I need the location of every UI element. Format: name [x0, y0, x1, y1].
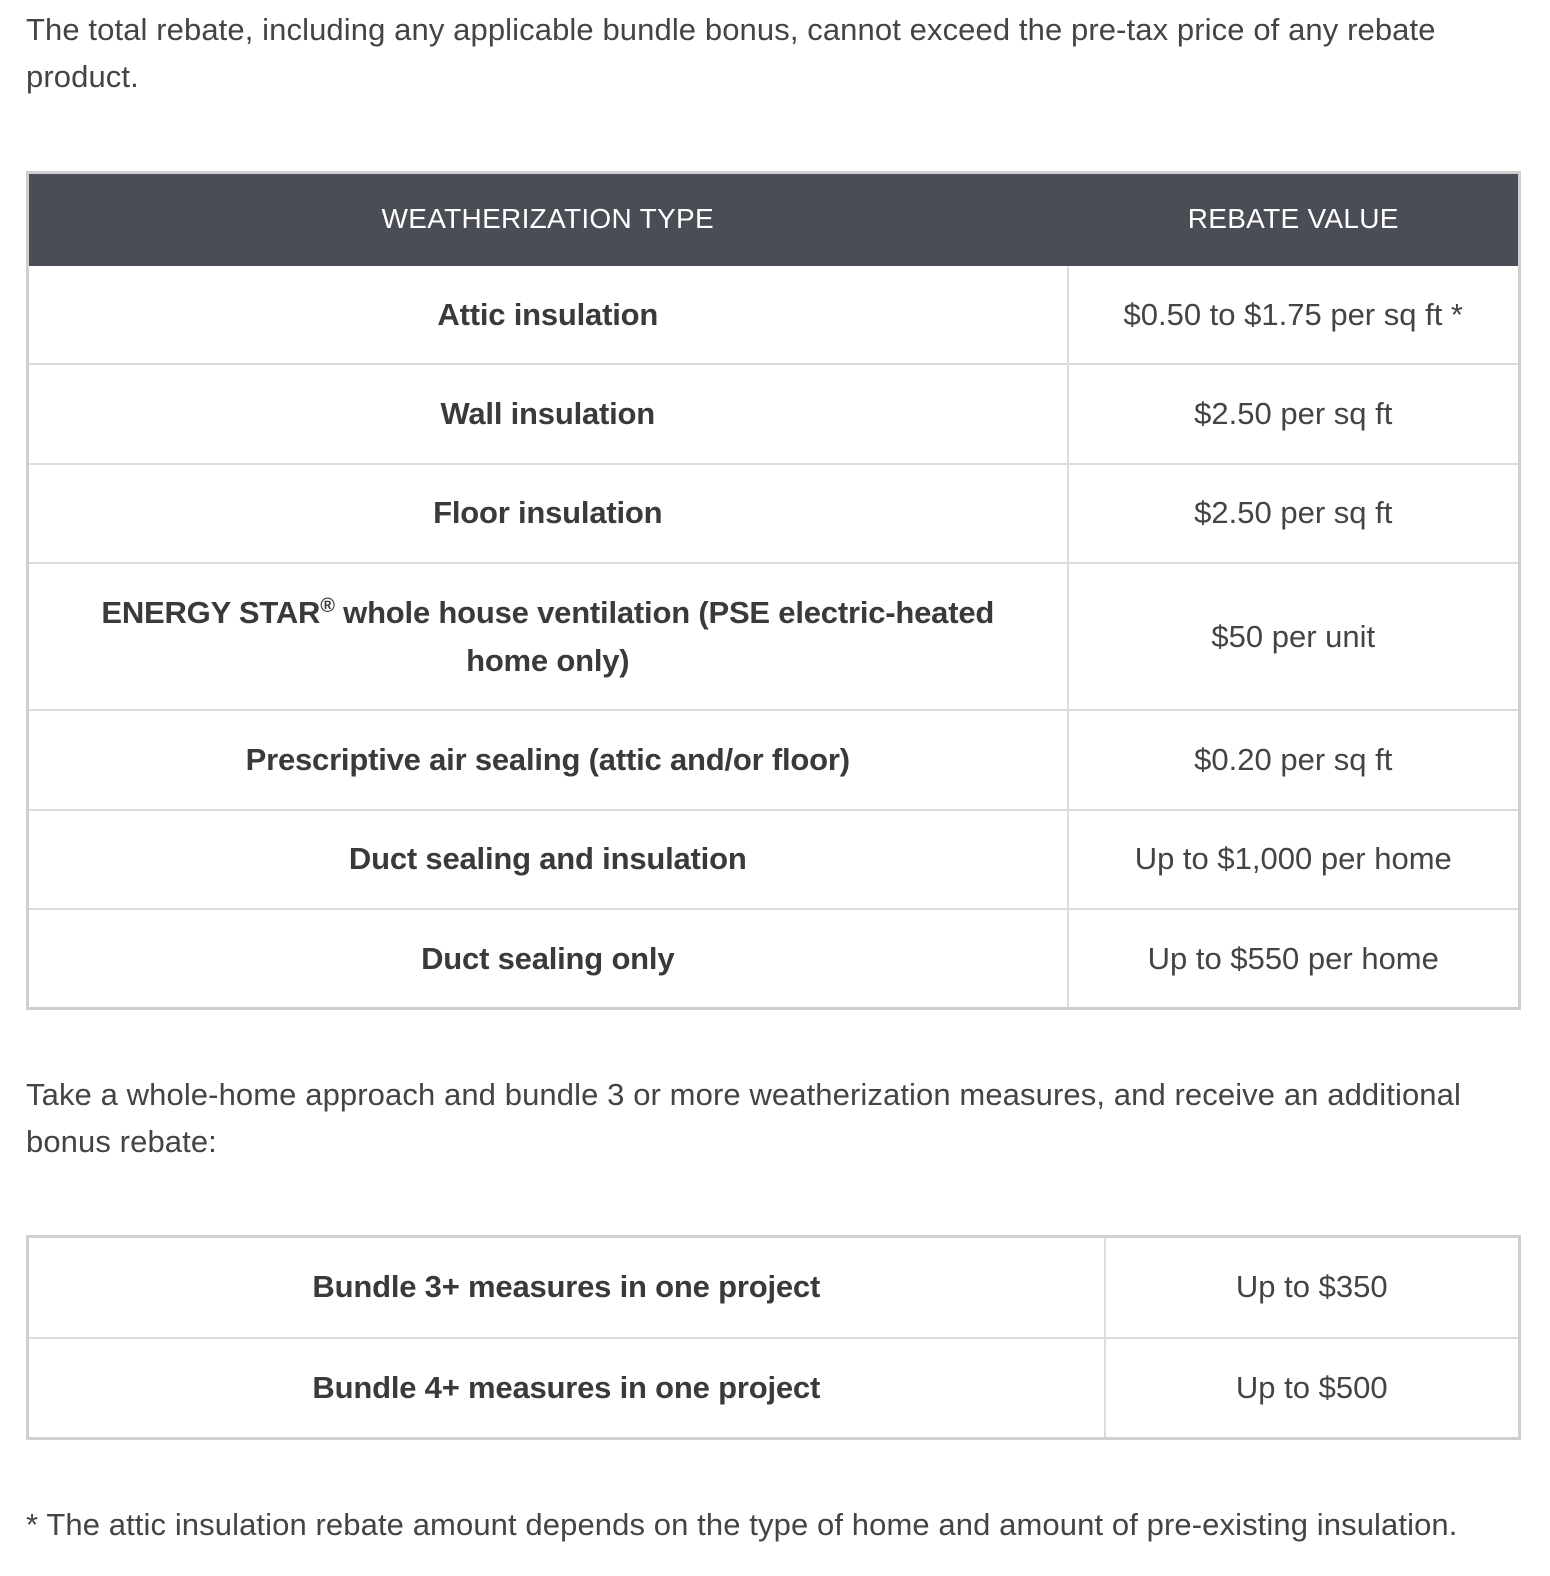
weatherization-type-cell: Attic insulation — [28, 265, 1068, 364]
table-row — [28, 364, 1520, 463]
rebate-value-cell: $50 per unit — [1068, 563, 1520, 710]
column-header-type: WEATHERIZATION TYPE — [28, 173, 1068, 266]
table-row — [28, 810, 1520, 909]
weatherization-type-cell: Duct sealing and insulation — [28, 810, 1068, 909]
table-row — [28, 265, 1520, 364]
weatherization-type-cell: Floor insulation — [28, 464, 1068, 563]
table-row — [28, 464, 1520, 563]
bundle-intro-paragraph: Take a whole-home approach and bundle 3 or more weatherization measures, and receive an additional bonus rebate: — [26, 1077, 1461, 1159]
footnote: * The attic insulation rebate amount depends on the type of home and amount of pre-existing insulation. — [26, 1507, 1458, 1542]
energy-star-label: ENERGY STAR — [101, 594, 321, 630]
table-row — [28, 1237, 1520, 1338]
registered-mark: ® — [320, 594, 335, 617]
bundle-type-cell: Bundle 3+ measures in one project — [28, 1237, 1105, 1338]
table-row — [28, 563, 1520, 710]
bundle-type-cell: Bundle 4+ measures in one project — [28, 1338, 1105, 1439]
rebate-value-cell: Up to $1,000 per home — [1068, 810, 1520, 909]
rebate-value-cell: $0.50 to $1.75 per sq ft * — [1068, 265, 1520, 364]
bundle-bonus-table — [26, 1235, 1521, 1440]
intro-paragraph: The total rebate, including any applicable bundle bonus, cannot exceed the pre-tax price of any rebate product. — [26, 12, 1436, 94]
weatherization-type-cell: Wall insulation — [28, 364, 1068, 463]
weatherization-type-cell: Duct sealing only — [28, 909, 1068, 1008]
rebate-value-cell: $2.50 per sq ft — [1068, 364, 1520, 463]
bundle-value-cell: Up to $350 — [1105, 1237, 1520, 1338]
weatherization-type-cell: Prescriptive air sealing (attic and/or floor) — [28, 710, 1068, 809]
rebate-value-cell: $2.50 per sq ft — [1068, 464, 1520, 563]
table-row — [28, 710, 1520, 809]
rebate-value-cell: $0.20 per sq ft — [1068, 710, 1520, 809]
table-header-row — [28, 173, 1520, 266]
table-row — [28, 1338, 1520, 1439]
ventilation-description: whole house ventilation (PSE electric-heated home only) — [334, 594, 995, 678]
bundle-value-cell: Up to $500 — [1105, 1338, 1520, 1439]
table-row — [28, 909, 1520, 1008]
rebate-value-cell: Up to $550 per home — [1068, 909, 1520, 1008]
weatherization-rebate-table — [26, 171, 1521, 1010]
weatherization-type-cell — [28, 563, 1068, 710]
column-header-value: REBATE VALUE — [1068, 173, 1520, 266]
